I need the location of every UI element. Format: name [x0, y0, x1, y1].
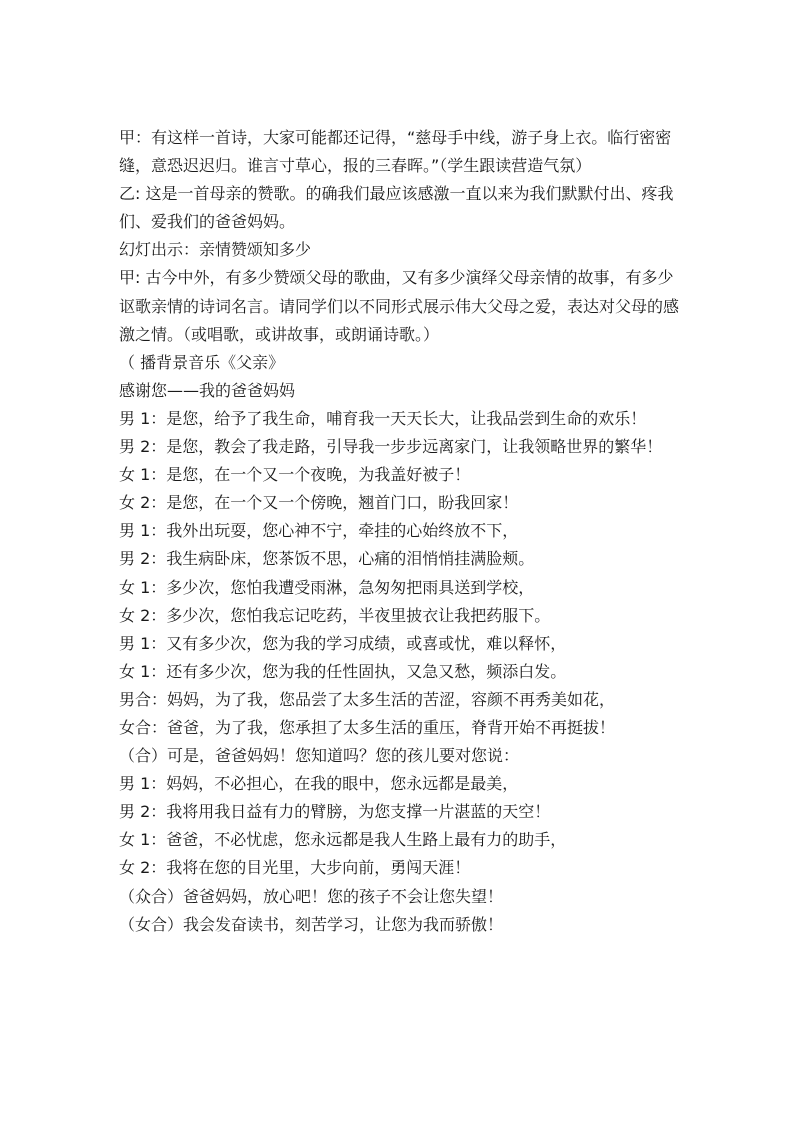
text-line: 女 2：是您，在一个又一个傍晚，翘首门口，盼我回家！ [119, 493, 519, 513]
text-line: 甲：有这样一首诗，大家可能都还记得，“慈母手中线，游子身上衣。临行密密 [119, 128, 672, 147]
text-line: 男 2：我生病卧床，您茶饭不思，心痛的泪悄悄挂满脸颊。 [119, 549, 535, 569]
text-line: 缝，意恐迟迟归。谁言寸草心，报的三春晖。”（学生跟读营造气氛） [119, 156, 592, 176]
text-line: （众合）爸爸妈妈，放心吧！您的孩子不会让您失望！ [119, 886, 504, 906]
document-page [119, 124, 679, 939]
text-line: 乙: 这是一首母亲的赞歌。的确我们最应该感激一直以来为我们默默付出、疼我 [119, 184, 674, 204]
text-line: 们、爱我们的爸爸妈妈。 [119, 212, 296, 232]
text-line: 女 1：还有多少次，您为我的任性固执，又急又愁，频添白发。 [119, 661, 567, 681]
text-line: 男合：妈妈，为了我，您品尝了太多生活的苦涩，容颜不再秀美如花， [119, 689, 616, 709]
text-line: 男 2：是您，教会了我走路，引导我一步步远离家门，让我领略世界的繁华！ [119, 437, 663, 457]
text-line: 女合：爸爸，为了我，您承担了太多生活的重压，脊背开始不再挺拔！ [119, 717, 616, 737]
text-line: （ 播背景音乐《父亲》 [119, 352, 285, 372]
text-line: 甲: 古今中外，有多少赞颂父母的歌曲，又有多少演绎父母亲情的故事，有多少 [119, 268, 674, 288]
text-line: （合）可是，爸爸妈妈！您知道吗？您的孩儿要对您说： [119, 746, 520, 766]
text-line: 男 2：我将用我日益有力的臂膀，为您支撑一片湛蓝的天空！ [119, 802, 551, 822]
text-line: 男 1：我外出玩耍，您心神不宁，牵挂的心始终放不下， [119, 521, 519, 541]
section-heading: 感谢您——我的爸爸妈妈 [119, 380, 296, 400]
text-line: 男 1：又有多少次，您为我的学习成绩，或喜或忧，难以释怀， [119, 633, 567, 653]
text-line: 女 1：是您，在一个又一个夜晚，为我盖好被子！ [119, 465, 471, 485]
text-line: 男 1：妈妈，不必担心，在我的眼中，您永远都是最美， [119, 774, 519, 794]
text-line: 女 1：爸爸，不必忧虑，您永远都是我人生路上最有力的助手， [119, 830, 567, 850]
text-line: 幻灯出示：亲情赞颂知多少 [119, 240, 312, 260]
text-line: 女 1：多少次，您怕我遭受雨淋，急匆匆把雨具送到学校， [119, 577, 535, 597]
text-line: 讴歌亲情的诗词名言。请同学们以不同形式展示伟大父母之爱，表达对父母的感 [119, 296, 679, 316]
text-line: 激之情。（或唱歌，或讲故事，或朗诵诗歌。） [119, 324, 440, 344]
text-line: 男 1：是您，给予了我生命，哺育我一天天长大，让我品尝到生命的欢乐！ [119, 408, 647, 428]
text-line: （女合）我会发奋读书，刻苦学习，让您为我而骄傲！ [119, 914, 504, 934]
text-line: 女 2：我将在您的目光里，大步向前，勇闯天涯！ [119, 858, 471, 878]
text-line: 女 2：多少次，您怕我忘记吃药，半夜里披衣让我把药服下。 [119, 605, 551, 625]
